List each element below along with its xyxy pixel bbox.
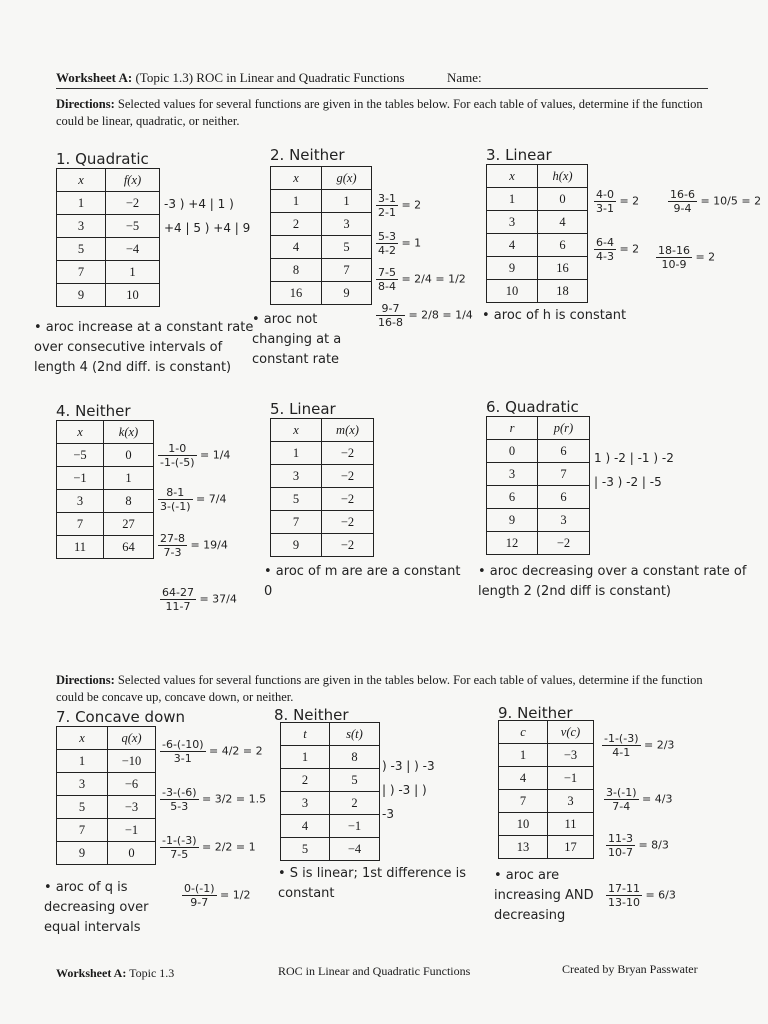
table-cell: −2 xyxy=(322,488,374,511)
calc-denominator: 7-4 xyxy=(612,800,631,813)
table-cell: 9 xyxy=(322,282,372,305)
table-cell: 5 xyxy=(57,796,108,819)
directions-1 xyxy=(56,96,716,130)
directions-1-text: Selected values for several functions are given in the tables below. For each table of values, determine if the function could be linear, quadratic, or neither. xyxy=(56,97,703,128)
table-cell: −2 xyxy=(322,465,374,488)
table-cell: −2 xyxy=(106,192,160,215)
table-cell: −4 xyxy=(106,238,160,261)
table-cell: −2 xyxy=(538,532,590,555)
table-cell: 1 xyxy=(106,261,160,284)
calc-result: = 2/8 = 1/4 xyxy=(408,308,473,322)
table-header: p(r) xyxy=(538,417,590,440)
table-cell: 7 xyxy=(271,511,322,534)
table-cell: 10 xyxy=(499,813,548,836)
table-cell: 12 xyxy=(487,532,538,555)
problem-2-calc-2 xyxy=(376,230,421,257)
calc-denominator: 7-3 xyxy=(163,546,182,559)
table-cell: −3 xyxy=(108,796,156,819)
table-cell: 3 xyxy=(57,490,104,513)
table-cell: 6 xyxy=(538,440,590,463)
problem-1-note: • aroc increase at a constant rate over consecutive intervals of length 4 (2nd diff. is constant) xyxy=(34,320,254,375)
calc-denominator: 3-1 xyxy=(173,752,192,765)
table-cell: 11 xyxy=(548,813,594,836)
problem-9-table xyxy=(498,720,594,859)
table-cell: 6 xyxy=(487,486,538,509)
directions-2-label: Directions: xyxy=(56,673,115,687)
table-cell: 17 xyxy=(548,836,594,859)
problem-2-title: 2. Neither xyxy=(270,146,345,164)
calc-result: = 1/4 xyxy=(200,448,231,462)
calc-denominator: 9-4 xyxy=(673,202,692,215)
problem-4-calc-1 xyxy=(158,442,230,469)
problem-2-calc-4 xyxy=(376,302,473,329)
table-cell: −2 xyxy=(322,442,374,465)
table-header: m(x) xyxy=(322,419,374,442)
name-label: Name: xyxy=(447,70,482,85)
table-cell: 9 xyxy=(487,509,538,532)
footer-worksheet-label: Worksheet A: xyxy=(56,966,127,980)
table-cell: 3 xyxy=(57,215,106,238)
table-cell: 1 xyxy=(271,190,322,213)
problem-7-calc-4 xyxy=(182,882,250,909)
problem-6-title: 6. Quadratic xyxy=(486,398,579,416)
problem-7-note: • aroc of q is decreasing over equal intervals xyxy=(44,880,149,935)
calc-result: = 4/3 xyxy=(642,792,673,806)
table-cell: 7 xyxy=(499,790,548,813)
table-header: x xyxy=(57,727,108,750)
problem-5-title: 5. Linear xyxy=(270,400,336,418)
calc-numerator: 8-1 xyxy=(158,486,193,500)
table-cell: 7 xyxy=(322,259,372,282)
table-cell: 27 xyxy=(104,513,154,536)
problem-9-calc-2 xyxy=(604,786,672,813)
problem-9-note: • aroc are increasing AND decreasing xyxy=(494,868,594,923)
calc-denominator: 8-4 xyxy=(378,280,396,293)
table-cell: 3 xyxy=(548,790,594,813)
calc-denominator: 4-3 xyxy=(596,250,614,263)
table-cell: 11 xyxy=(57,536,104,559)
worksheet-title: (Topic 1.3) ROC in Linear and Quadratic Functions xyxy=(135,70,405,85)
footer-center: ROC in Linear and Quadratic Functions xyxy=(278,964,471,978)
problem-4-calc-3 xyxy=(158,532,228,559)
calc-numerator: -1-(-3) xyxy=(604,732,639,745)
table-cell: 0 xyxy=(104,444,154,467)
problem-2-calc-3 xyxy=(376,266,466,293)
problem-9-calc-4 xyxy=(606,882,676,909)
table-cell: 64 xyxy=(104,536,154,559)
table-header: f(x) xyxy=(106,169,160,192)
table-cell: 1 xyxy=(499,744,548,767)
table-header: v(c) xyxy=(548,721,594,744)
problem-4-calc-4 xyxy=(160,586,237,613)
problem-7-calc-3 xyxy=(160,834,256,861)
calc-result: = 4/2 = 2 xyxy=(209,744,263,758)
table-cell: −5 xyxy=(57,444,104,467)
problem-8-title: 8. Neither xyxy=(274,706,349,724)
calc-result: = 2 xyxy=(619,194,640,208)
table-header: k(x) xyxy=(104,421,154,444)
table-cell: 9 xyxy=(271,534,322,557)
problem-7-calc-2 xyxy=(160,786,266,813)
table-cell: 1 xyxy=(57,750,108,773)
table-cell: 8 xyxy=(271,259,322,282)
calc-result: = 2 xyxy=(401,198,422,212)
problem-3-note: • aroc of h is constant xyxy=(482,308,627,323)
table-cell: 7 xyxy=(57,261,106,284)
table-cell: 18 xyxy=(538,280,588,303)
table-cell: 4 xyxy=(499,767,548,790)
table-cell: 5 xyxy=(281,838,330,861)
problem-6-table xyxy=(486,416,590,555)
table-cell: 3 xyxy=(487,463,538,486)
calc-result: = 2/4 = 1/2 xyxy=(401,272,466,286)
problem-5-table xyxy=(270,418,374,557)
problem-3-calc-2 xyxy=(668,188,761,215)
table-cell: 3 xyxy=(538,509,590,532)
problem-5-note: • aroc of m are are a constant 0 xyxy=(264,564,461,599)
problem-7-table xyxy=(56,726,156,865)
directions-1-label: Directions: xyxy=(56,97,115,111)
calc-result: = 37/4 xyxy=(199,592,237,606)
table-cell: 7 xyxy=(57,819,108,842)
calc-denominator: 4-1 xyxy=(612,746,631,759)
calc-denominator: 10-7 xyxy=(608,846,633,859)
table-cell: 3 xyxy=(322,213,372,236)
table-cell: 6 xyxy=(538,486,590,509)
table-header: t xyxy=(281,723,330,746)
table-cell: −3 xyxy=(548,744,594,767)
calc-denominator: 11-7 xyxy=(165,600,191,613)
table-cell: 0 xyxy=(538,188,588,211)
calc-numerator: 3-(-1) xyxy=(606,786,637,799)
problem-8-note: • S is linear; 1st difference is constant xyxy=(278,866,467,901)
table-header: s(t) xyxy=(330,723,380,746)
table-header: r xyxy=(487,417,538,440)
calc-result: = 19/4 xyxy=(190,538,228,552)
calc-denominator: 10-9 xyxy=(661,258,687,271)
problem-2-note: • aroc not changing at a constant rate xyxy=(252,312,342,367)
table-cell: 10 xyxy=(106,284,160,307)
worksheet-header xyxy=(56,70,405,86)
calc-numerator: 17-11 xyxy=(608,882,640,895)
table-cell: 7 xyxy=(57,513,104,536)
problem-3-calc-4 xyxy=(656,244,715,271)
problem-9-title: 9. Neither xyxy=(498,704,573,722)
calc-result: = 1/2 xyxy=(220,888,251,902)
calc-denominator: 13-10 xyxy=(608,896,640,909)
problem-7-calc-1 xyxy=(160,738,263,765)
calc-numerator: 1-0 xyxy=(158,442,197,456)
problem-9-calc-1 xyxy=(602,732,674,759)
problem-1-table xyxy=(56,168,160,307)
problem-6-note: • aroc decreasing over a constant rate of length 2 (2nd diff is constant) xyxy=(478,564,747,599)
table-cell: 8 xyxy=(330,746,380,769)
footer-right: Created by Bryan Passwater xyxy=(562,962,698,976)
calc-result: = 2/2 = 1 xyxy=(202,840,256,854)
calc-result: = 6/3 xyxy=(645,888,676,902)
calc-denominator: 3-(-1) xyxy=(160,500,191,513)
table-cell: 4 xyxy=(538,211,588,234)
table-cell: 4 xyxy=(281,815,330,838)
footer-left xyxy=(56,966,174,981)
problem-4-title: 4. Neither xyxy=(56,402,131,420)
table-cell: −6 xyxy=(108,773,156,796)
calc-result: = 2/3 xyxy=(644,738,675,752)
table-header: x xyxy=(271,419,322,442)
directions-2 xyxy=(56,672,716,706)
table-cell: 9 xyxy=(57,284,106,307)
table-cell: 5 xyxy=(57,238,106,261)
calc-numerator: 16-6 xyxy=(670,188,695,201)
table-cell: −5 xyxy=(106,215,160,238)
calc-numerator: 0-(-1) xyxy=(184,882,215,895)
problem-4-calc-2 xyxy=(158,486,226,513)
calc-numerator: 7-5 xyxy=(378,266,396,279)
calc-numerator: 11-3 xyxy=(608,832,633,845)
table-cell: −1 xyxy=(548,767,594,790)
problem-8-differences: ) -3 | ) -3 | ) -3 | ) -3 xyxy=(382,759,435,821)
worksheet-label: Worksheet A: xyxy=(56,70,133,85)
table-cell: 3 xyxy=(271,465,322,488)
table-cell: −10 xyxy=(108,750,156,773)
table-cell: 2 xyxy=(330,792,380,815)
table-header: c xyxy=(499,721,548,744)
calc-numerator: 9-7 xyxy=(376,302,405,316)
table-cell: 0 xyxy=(108,842,156,865)
table-header: x xyxy=(271,167,322,190)
table-cell: 1 xyxy=(57,192,106,215)
calc-result: = 7/4 xyxy=(196,492,227,506)
calc-numerator: 5-3 xyxy=(378,230,396,243)
table-cell: −2 xyxy=(322,534,374,557)
problem-3-title: 3. Linear xyxy=(486,146,552,164)
calc-denominator: 9-7 xyxy=(190,896,209,909)
calc-numerator: 3-1 xyxy=(378,192,396,205)
calc-numerator: -3-(-6) xyxy=(162,786,197,799)
calc-result: = 8/3 xyxy=(638,838,669,852)
table-cell: −4 xyxy=(330,838,380,861)
calc-result: = 3/2 = 1.5 xyxy=(202,792,267,806)
problem-2-table xyxy=(270,166,372,305)
table-cell: 3 xyxy=(281,792,330,815)
table-cell: −2 xyxy=(322,511,374,534)
calc-denominator: -1-(-5) xyxy=(160,456,195,469)
calc-denominator: 16-8 xyxy=(378,316,403,329)
calc-numerator: -6-(-10) xyxy=(162,738,204,751)
table-cell: −1 xyxy=(330,815,380,838)
table-cell: 5 xyxy=(330,769,380,792)
table-cell: −1 xyxy=(57,467,104,490)
calc-result: = 1 xyxy=(401,236,422,250)
calc-numerator: -1-(-3) xyxy=(162,834,197,847)
problem-8-table xyxy=(280,722,380,861)
calc-numerator: 18-16 xyxy=(658,244,690,257)
problem-1-title: 1. Quadratic xyxy=(56,150,149,168)
table-cell: 4 xyxy=(487,234,538,257)
table-cell: 9 xyxy=(57,842,108,865)
table-header: h(x) xyxy=(538,165,588,188)
table-cell: 13 xyxy=(499,836,548,859)
calc-numerator: 4-0 xyxy=(596,188,614,201)
table-cell: 6 xyxy=(538,234,588,257)
table-cell: 1 xyxy=(322,190,372,213)
table-cell: 5 xyxy=(271,488,322,511)
table-header: x xyxy=(57,169,106,192)
table-cell: 5 xyxy=(322,236,372,259)
problem-3-table xyxy=(486,164,588,303)
footer-topic: Topic 1.3 xyxy=(129,966,175,980)
problem-3-calc-1 xyxy=(594,188,639,215)
table-cell: 10 xyxy=(487,280,538,303)
calc-denominator: 3-1 xyxy=(596,202,614,215)
problem-7-title: 7. Concave down xyxy=(56,708,186,726)
calc-denominator: 4-2 xyxy=(378,244,396,257)
calc-denominator: 7-5 xyxy=(170,848,189,861)
table-cell: 7 xyxy=(538,463,590,486)
table-header: g(x) xyxy=(322,167,372,190)
calc-result: = 10/5 = 2 xyxy=(700,194,762,208)
calc-numerator: 27-8 xyxy=(160,532,185,545)
table-cell: 2 xyxy=(271,213,322,236)
table-header: q(x) xyxy=(108,727,156,750)
calc-numerator: 64-27 xyxy=(162,586,194,599)
problem-1-differences: -3 ) +4 | 1 ) +4 | 5 ) +4 | 9 xyxy=(164,197,251,235)
table-cell: 0 xyxy=(487,440,538,463)
table-cell: 1 xyxy=(281,746,330,769)
problem-6-differences: 1 ) -2 | -1 ) -2 | -3 ) -2 | -5 xyxy=(594,451,674,489)
problem-4-table xyxy=(56,420,154,559)
table-cell: 1 xyxy=(104,467,154,490)
table-cell: 1 xyxy=(487,188,538,211)
table-cell: 4 xyxy=(271,236,322,259)
table-header: x xyxy=(57,421,104,444)
table-cell: 3 xyxy=(57,773,108,796)
calc-result: = 2 xyxy=(619,242,640,256)
table-header: x xyxy=(487,165,538,188)
calc-denominator: 5-3 xyxy=(170,800,189,813)
problem-3-calc-3 xyxy=(594,236,639,263)
problem-9-calc-3 xyxy=(606,832,669,859)
problem-2-calc-1 xyxy=(376,192,421,219)
table-cell: 9 xyxy=(487,257,538,280)
table-cell: 3 xyxy=(487,211,538,234)
table-cell: 2 xyxy=(281,769,330,792)
table-cell: 1 xyxy=(271,442,322,465)
table-cell: 8 xyxy=(104,490,154,513)
table-cell: 16 xyxy=(271,282,322,305)
calc-denominator: 2-1 xyxy=(378,206,396,219)
table-cell: 16 xyxy=(538,257,588,280)
calc-result: = 2 xyxy=(695,250,716,264)
directions-2-text: Selected values for several functions are given in the tables below. For each table of values, determine if the function could be concave up, concave down, or neither. xyxy=(56,673,703,704)
calc-numerator: 6-4 xyxy=(596,236,614,249)
table-cell: −1 xyxy=(108,819,156,842)
header-rule xyxy=(56,88,708,89)
